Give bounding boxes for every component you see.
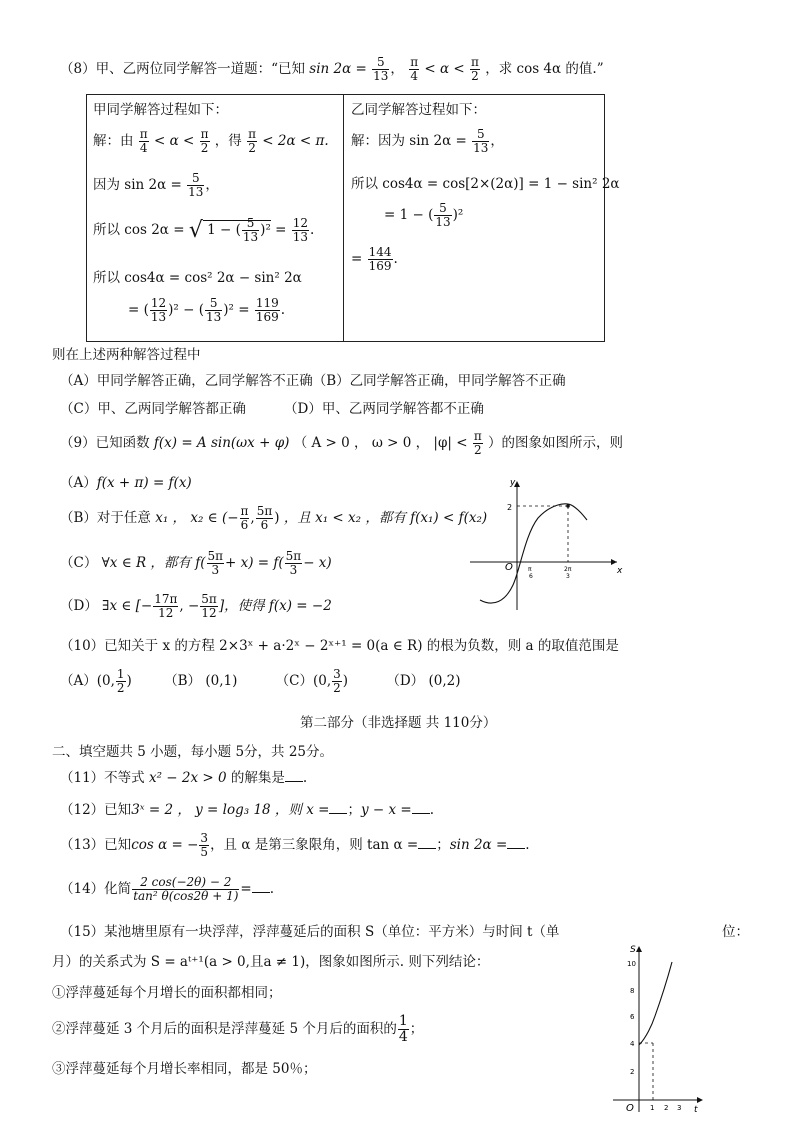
jia-line1: 解：由 $\frac{\pi}{4}$ < α < $\frac{\pi}{2}$ ，得 $\frac{\pi}{2}$ < 2α < π. bbox=[93, 127, 329, 155]
x-tick-pi6-d: 6 bbox=[529, 573, 533, 580]
q9-stem: （9）已知函数 f(x) = A sin(ωx + φ) （ A > 0 ， ω > 0 ， |φ| < $\frac{\pi}{2}$ ）的图象如图所示，则 bbox=[60, 429, 624, 457]
q12-blank-1 bbox=[329, 801, 347, 814]
jia-line5: = ( $\frac{12}{13}$ )² − ( $\frac{5}{13}$ )² = $\frac{119}{169}$ . bbox=[128, 296, 286, 324]
yi-line4: = $\frac{144}{169}$ . bbox=[351, 245, 398, 273]
x-tick-2pi3-n: 2π bbox=[564, 566, 572, 573]
x-label: x bbox=[617, 566, 623, 576]
sine-curve bbox=[480, 504, 587, 603]
q8-stem-tail: ，求 cos 4α 的值.” bbox=[485, 61, 604, 77]
q8-option-ab: （A）甲同学解答正确，乙同学解答不正确（B）乙同学解答正确，甲同学解答不正确 bbox=[60, 373, 566, 389]
s-tick-6: 6 bbox=[630, 1013, 635, 1021]
t-axis-arrow bbox=[697, 1097, 703, 1103]
yi-heading: 乙同学解答过程如下： bbox=[351, 102, 486, 118]
q9-option-d: （D） ∃x ∈ [− $\frac{17\pi}{12}$ , − $\frac{5\pi}{12}$ ]，使得 f(x) = −2 bbox=[60, 592, 332, 620]
q9-option-c: （C） ∀x ∈ R ，都有 f( $\frac{5\pi}{3}$ + x) = f( $\frac{5\pi}{3}$ − x) bbox=[60, 549, 332, 577]
table-divider bbox=[343, 95, 344, 341]
y-label: y bbox=[510, 478, 516, 488]
section2-heading: 二、填空题共 5 小题，每小题 5分，共 25分。 bbox=[52, 744, 334, 760]
q8-option-c: （C）甲、乙两同学解答都正确 bbox=[60, 401, 246, 417]
t-tick-1: 1 bbox=[650, 1104, 655, 1112]
q13-blank-2 bbox=[507, 836, 525, 849]
t-label: t bbox=[694, 1105, 698, 1115]
q15-claim2: ②浮萍蔓延 3 个月后的面积是浮萍蔓延 5 个月后的面积的 $\frac{1}{4}$ ； bbox=[52, 1013, 424, 1045]
jia-line4: 所以 cos4α = cos² 2α − sin² 2α bbox=[93, 270, 302, 286]
s-tick-8: 8 bbox=[630, 987, 635, 995]
s-axis-arrow bbox=[636, 946, 642, 952]
yi-line1: 解：因为 sin 2α = $\frac{5}{13}$ ， bbox=[351, 127, 504, 155]
q12-blank-2 bbox=[412, 801, 430, 814]
q8-after: 则在上述两种解答过程中 bbox=[52, 347, 201, 363]
q13-blank-1 bbox=[418, 836, 436, 849]
t-tick-3: 3 bbox=[677, 1104, 682, 1112]
jia-heading: 甲同学解答过程如下： bbox=[93, 102, 228, 118]
q14-blank bbox=[252, 880, 270, 893]
q14: （14）化简 $\frac{2 \cos(-2\theta) - 2}{\text{tan² θ(cos2θ + 1)}}$ = . bbox=[60, 875, 274, 903]
q9-option-a: （A）f(x + π) = f(x) bbox=[60, 475, 192, 491]
q9-option-b: （B）对于任意 x₁ ， x₂ ∈ (− $\frac{\pi}{6}$ , $\frac{5\pi}{6}$ ) ，且 x₁ < x₂ ，都有 f(x₁) < f(x₂) bbox=[60, 504, 488, 532]
s-tick-4: 4 bbox=[630, 1040, 635, 1048]
q10-options: （A）(0, $\frac{1}{2}$ ) （B） (0,1) （C）(0, $\frac{3}{2}$ ) （D） (0,2) bbox=[60, 667, 461, 695]
q12: （12）已知3ˣ = 2 ， y = log₃ 18 ，则 x = ；y − x = . bbox=[60, 802, 434, 818]
growth-curve bbox=[639, 962, 672, 1045]
q9-sine-graph bbox=[465, 475, 625, 615]
s-tick-10: 10 bbox=[627, 960, 636, 968]
t-tick-2: 2 bbox=[664, 1104, 669, 1112]
q15-claim1: ①浮萍蔓延每个月增长的面积都相同； bbox=[52, 985, 282, 1001]
q11: （11）不等式 x² − 2x > 0 的解集是 . bbox=[60, 770, 308, 786]
y-tick-2: 2 bbox=[507, 503, 513, 512]
origin-label: O bbox=[505, 562, 513, 573]
q11-blank bbox=[285, 769, 303, 782]
jia-line3: 所以 cos 2α = √ 1 − ( $\frac{5}{13}$ )² = $\frac{12}{13}$ . bbox=[93, 216, 315, 244]
peak-point bbox=[566, 504, 570, 508]
q15-growth-graph bbox=[608, 940, 708, 1118]
yi-line2: 所以 cos4α = cos[2×(2α)] = 1 − sin² 2α bbox=[351, 176, 620, 192]
q8-stem-text: （8）甲、乙两位同学解答一道题：“已知 bbox=[60, 61, 305, 77]
q8-frac-pi-4: $\frac{\pi}{4}$ bbox=[410, 55, 419, 83]
x-axis-arrow bbox=[611, 559, 617, 565]
q15-claim3: ③浮萍蔓延每个月增长率相同，都是 50％； bbox=[52, 1061, 317, 1077]
s-tick-2: 2 bbox=[630, 1068, 635, 1076]
q13: （13）已知cos α = − $\frac{3}{5}$ ，且 α 是第三象限角，则 tan α = ；sin 2α = . bbox=[60, 831, 530, 859]
x-tick-pi6-n: π bbox=[528, 566, 532, 573]
yi-line3: = 1 − ( $\frac{5}{13}$ )² bbox=[384, 201, 464, 229]
jia-line2: 因为 sin 2α = $\frac{5}{13}$ ， bbox=[93, 171, 219, 199]
part2-heading: 第二部分（非选择题 共 110分） bbox=[300, 715, 497, 731]
q8-frac-5-13: $\frac{5}{13}$ bbox=[373, 55, 389, 83]
q8-stem: （8）甲、乙两位同学解答一道题：“已知 sin 2α = $\frac{5}{13}$ ， $\frac{\pi}{4}$ < α < $\frac{\pi}{2}$ ，求 cos 4α 的值.” bbox=[60, 55, 604, 83]
q8-sin-expr: sin 2α = bbox=[309, 61, 367, 77]
q15-line2: 月）的关系式为 S = aᵗ⁺¹(a > 0,且a ≠ 1)，图象如图所示. 则下列结论： bbox=[52, 954, 490, 970]
q8-option-d: （D）甲、乙两同学解答都不正确 bbox=[284, 401, 484, 417]
q8-frac-pi-2: $\frac{\pi}{2}$ bbox=[471, 55, 479, 83]
q10-stem: （10）已知关于 x 的方程 2×3ˣ + a·2ˣ − 2ˣ⁺¹ = 0(a ∈ R) 的根为负数，则 a 的取值范围是 bbox=[60, 638, 619, 654]
q15-line1: （15）某池塘里原有一块浮萍，浮萍蔓延后的面积 S（单位：平方米）与时间 t（单 bbox=[60, 924, 560, 940]
origin-label: O bbox=[626, 1103, 634, 1114]
q15-line1-end: 位： bbox=[722, 924, 749, 940]
s-label: S bbox=[630, 945, 636, 955]
x-tick-2pi3-d: 3 bbox=[566, 573, 570, 580]
